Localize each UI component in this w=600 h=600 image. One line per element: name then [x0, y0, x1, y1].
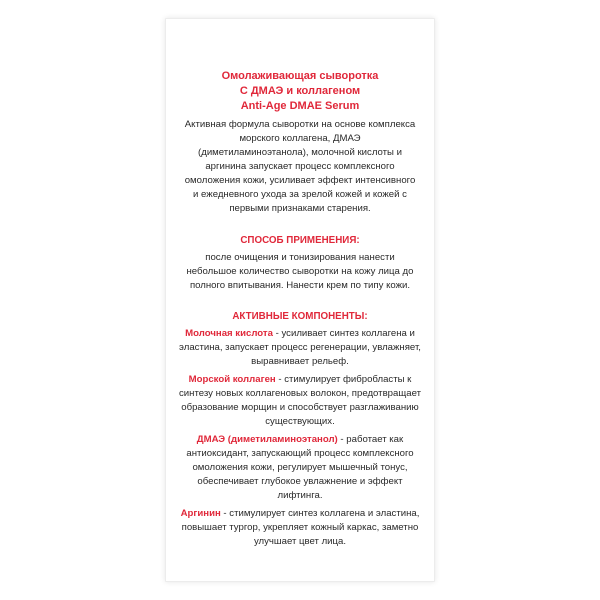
component-marine-collagen [178, 373, 422, 429]
usage-heading: СПОСОБ ПРИМЕНЕНИЯ: [240, 235, 360, 246]
component-description: - стимулирует фибробласты к синтезу новых коллагеновых волокон, предотвращает образование морщин и способствует разглаживанию существующих. [179, 374, 421, 427]
product-description: Активная формула сыворотки на основе комплекса морского коллагена, ДМАЭ (диметиламиноэтанола), молочной кислоты и аргинина запускает процесс комплексного омоложения кожи, усиливает эффект интенсивного и ежедневного ухода за зрелой кожей и кожей с первыми признаками старения. [184, 119, 416, 214]
label-content [178, 69, 422, 553]
product-title-english: Anti-Age DMAE Serum [240, 100, 360, 112]
component-name: Морской коллаген [188, 374, 276, 385]
component-description: - усиливает синтез коллагена и эластина, запускает процесс регенерации, увлажняет, выравнивает рельеф. [179, 328, 421, 367]
product-title-line1: Омолаживающая сыворотка [221, 70, 379, 82]
component-description: - стимулирует синтез коллагена и эластина, повышает тургор, укрепляет кожный каркас, заметно улучшает цвет лица. [181, 508, 420, 547]
component-name: Аргинин [180, 508, 221, 519]
usage-instructions: после очищения и тонизирования нанести небольшое количество сыворотки на кожу лица до полного впитывания. Нанести крем по типу кожи. [186, 252, 414, 291]
components-heading: АКТИВНЫЕ КОМПОНЕНТЫ: [232, 311, 368, 322]
component-arginine [178, 507, 422, 549]
component-lactic-acid [178, 327, 422, 369]
component-name: ДМАЭ (диметиламиноэтанол) [196, 434, 338, 445]
product-title-line2: С ДМАЭ и коллагеном [239, 85, 361, 97]
component-dmae [178, 433, 422, 503]
product-label-card [165, 18, 435, 582]
component-description: - работает как антиоксидант, запускающий процесс комплексного омоложения кожи, регулирует мышечный тонус, обеспечивает глубокое увлажнение и эффект лифтинга. [186, 434, 414, 501]
component-name: Молочная кислота [185, 328, 273, 339]
